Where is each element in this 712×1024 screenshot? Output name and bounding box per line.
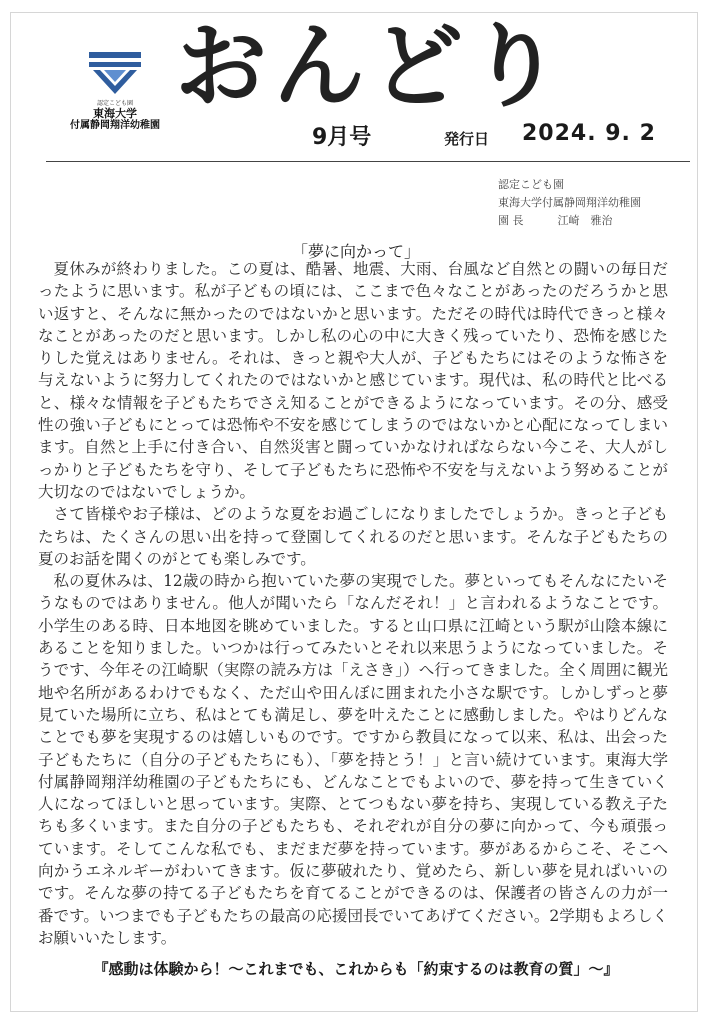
sender-line-2: 東海大学付属静岡翔洋幼稚園 xyxy=(498,196,641,209)
header-divider xyxy=(46,161,690,162)
masthead-title: おんどり xyxy=(175,13,568,120)
school-logo xyxy=(60,50,170,132)
closing-motto: 『感動は体験から！～これまでも、これからも「約束するのは教育の質」～』 xyxy=(93,960,619,978)
issue-number: 9月号 xyxy=(312,125,372,150)
sender-role: 園 長 xyxy=(498,214,524,227)
issue-date-label: 発行日 xyxy=(444,130,490,148)
article-paragraph: 私の夏休みは、12歳の時から抱いていた夢の実現でした。夢といってもそんなにたいそうなものではありません。他人が聞いたら「なんだそれ！」と言われるようなことです。小学生のある時、日本地図を眺めていました。すると山口県に江崎という駅が山陰本線にあることを知りました。いつかは行ってみたいとそれ以来思うようになっていました。そうです、今年その江崎駅（実際の読み方は「えさき」）へ行ってきました。全く周囲に観光地や名所があるわけでもなく、ただ山や田んぼに囲まれた小さな駅です。しかしずっと夢見ていた場所に立ち、私はとても満足し、夢を叶えたことに感動しました。やはりどんなことでも夢を実現するのは嬉しいものです。ですから教員になって以来、私は、出会った子どもたちに（自分の子どもたちにも）、「夢を持とう！」と言い続けています。東海大学付属静岡翔洋幼稚園の子どもたちにも、どんなことでもよいので、夢を持って生きていく人になってほしいと思っています。実際、とてつもない夢を持ち、実現している教え子たちも多くいます。また自分の子どもたちも、それぞれが自分の夢に向かって、今も頑張っています。そしてこんな私でも、まだまだ夢を持っています。夢があるからこそ、そこへ向かうエネルギーがわいてきます。仮に夢破れたり、覚めたら、新しい夢を見ればいいのです。そんな夢の持てる子どもたちを育てることができるのは、保護者の皆さんの力が一番です。いつまでも子どもたちの最高の応援団長でいてあげてください。2学期もよろしくお願いいたします。 xyxy=(38,572,668,947)
logo-university: 東海大学 xyxy=(93,107,137,120)
article-body xyxy=(38,258,668,949)
logo-small-text: 認定こども園 xyxy=(96,100,133,107)
issue-date: 2024. 9. 2 xyxy=(522,121,656,146)
article-title: 「夢に向かって」 xyxy=(291,242,420,261)
sender-block xyxy=(498,176,641,230)
article-paragraph: さて皆様やお子様は、どのような夏をお過ごしになりましたでしょうか。きっと子どもたちは、たくさんの思い出を持って登園してくれるのだと思います。そんな子どもたちの夏のお話を聞くのがとても楽しみです。 xyxy=(38,505,668,568)
sender-name: 江崎 雅治 xyxy=(557,214,613,227)
logo-school-name: 付属静岡翔洋幼稚園 xyxy=(70,120,160,131)
sender-line-1: 認定こども園 xyxy=(498,178,564,191)
school-logo-icon xyxy=(87,50,143,96)
sender-principal xyxy=(498,212,641,230)
article-paragraph: 夏休みが終わりました。この夏は、酷暑、地震、大雨、台風など自然との闘いの毎日だったように思います。私が子どもの頃には、ここまで色々なことがあったのだろうかと思い返すと、そんなに無かったのではないかと思います。ただその時代は時代できっと様々なことがあったのだと思います。しかし私の心の中に大きく残っていたり、恐怖を感じたりした覚えはありません。それは、きっと親や大人が、子どもたちにはそのような怖さを与えないように努力してくれたのではないかと感じています。現代は、私の時代と比べると、様々な情報を子どもたちでさえ知ることができるようになっています。その分、感受性の強い子どもにとっては恐怖や不安を感じてしまうのではないかと心配になってしまいます。自然と上手に付き合い、自然災害と闘っていかなければならない今こそ、大人がしっかりと子どもたちを守り、そして子どもたちに恐怖や不安を与えないよう努めることが大切なのではないでしょうか。 xyxy=(38,260,668,501)
